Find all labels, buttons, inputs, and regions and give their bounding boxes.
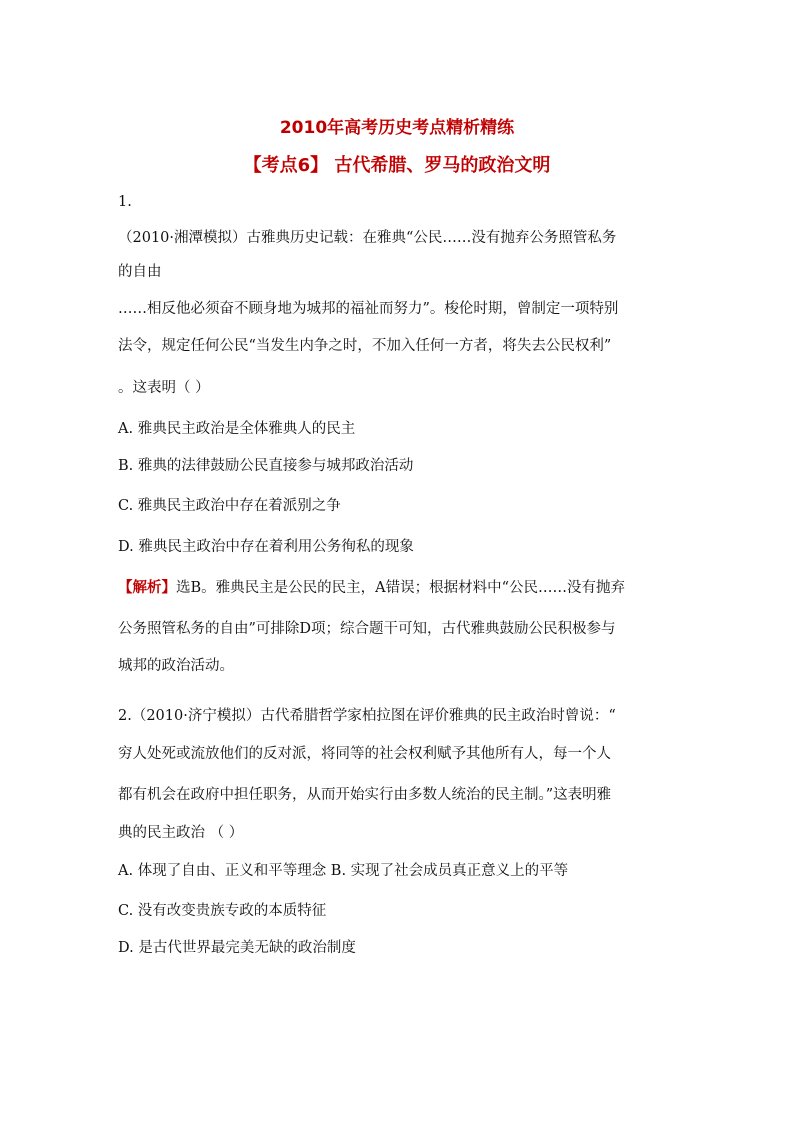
question-1-option-d: D. 雅典民主政治中存在着利用公务徇私的现象 (118, 539, 414, 555)
question-1-option-c: C. 雅典民主政治中存在着派别之争 (118, 498, 341, 514)
question-1-stem-line: 法令，规定任何公民“当发生内争之时，不加入任何一方者，将失去公民权利” (118, 338, 612, 354)
question-2-stem-line: 2.（2010·济宁模拟）古代希腊哲学家柏拉图在评价雅典的民主政治时曾说：“ (118, 708, 616, 724)
analysis-text: 选B。雅典民主是公民的民主，A错误；根据材料中“公民……没有抛弃 (176, 580, 626, 596)
question-1-stem-line: （2010·湘潭模拟）古雅典历史记载：在雅典“公民……没有抛弃公务照管私务 (118, 230, 617, 246)
question-2-stem-line: 穷人处死或流放他们的反对派，将同等的社会权利赋予其他所有人，每一个人 (118, 746, 611, 762)
analysis-line: 公务照管私务的自由”可排除D项；综合题干可知，古代雅典鼓励公民积极参与 (118, 621, 616, 637)
question-2-options-ab: A. 体现了自由、正义和平等理念 B. 实现了社会成员真正意义上的平等 (118, 863, 569, 879)
question-1-stem-line: 的自由 (118, 264, 162, 280)
question-2-stem-line: 典的民主政治 （ ） (118, 825, 244, 841)
question-1-stem-line: 。这表明（ ） (118, 380, 210, 396)
section-heading: 【考点6】 古代希腊、罗马的政治文明 (243, 155, 551, 176)
question-2-stem-line: 都有机会在政府中担任职务，从而开始实行由多数人统治的民主制。”这表明雅 (118, 787, 612, 803)
analysis-label: 【解析】 (118, 579, 176, 596)
question-2-option-c: C. 没有改变贵族专政的本质特征 (118, 903, 327, 919)
question-1-stem-line: ……相反他必须奋不顾身地为城邦的福祉而努力”。梭伦时期，曾制定一项特别 (118, 301, 619, 317)
analysis-line: 城邦的政治活动。 (118, 658, 234, 674)
question-1-number: 1. (118, 194, 132, 210)
question-1-option-b: B. 雅典的法律鼓励公民直接参与城邦政治活动 (118, 458, 414, 474)
question-2-option-d: D. 是古代世界最完美无缺的政治制度 (118, 940, 356, 956)
document-title: 2010年高考历史考点精析精练 (279, 118, 515, 138)
analysis-line (118, 578, 625, 598)
question-1-option-a: A. 雅典民主政治是全体雅典人的民主 (118, 421, 356, 437)
